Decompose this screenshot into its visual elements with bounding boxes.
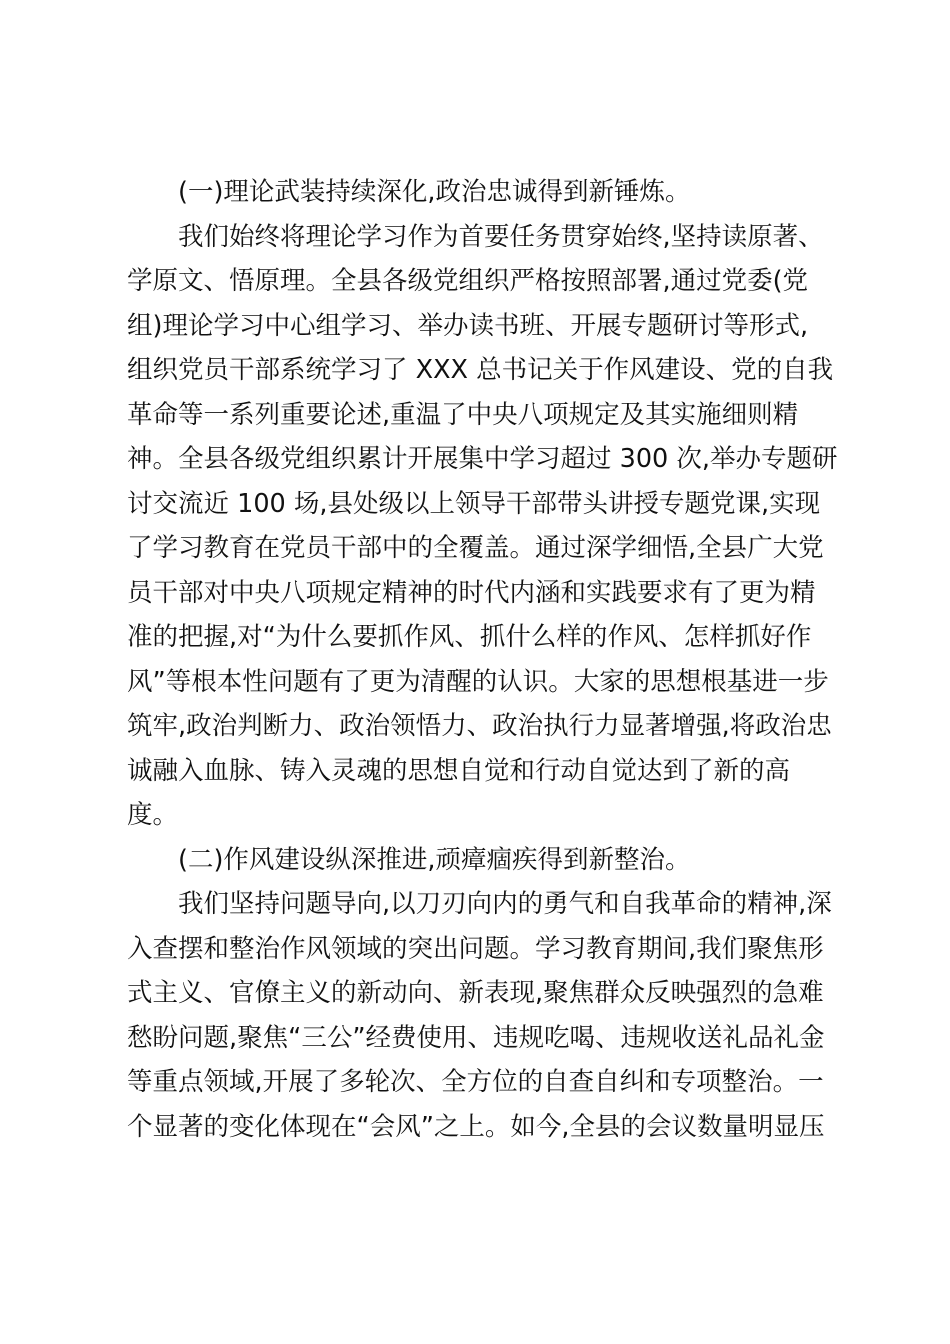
paragraph-line: 员干部对中央八项规定精神的时代内涵和实践要求有了更为精 <box>127 577 816 608</box>
paragraph-line: 革命等一系列重要论述,重温了中央八项规定及其实施细则精 <box>127 399 799 430</box>
paragraph-line: 筑牢,政治判断力、政治领悟力、政治执行力显著增强,将政治忠 <box>127 711 832 741</box>
paragraph-line: 入查摆和整治作风领域的突出问题。学习教育期间,我们聚焦形 <box>127 933 824 964</box>
paragraph-line: 风”等根本性问题有了更为清醒的认识。大家的思想根基进一步 <box>127 666 829 697</box>
paragraph-line: 式主义、官僚主义的新动向、新表现,聚焦群众反映强烈的急难 <box>127 978 824 1008</box>
paragraph-line: 愁盼问题,聚焦“三公”经费使用、违规吃喝、违规收送礼品礼金 <box>127 1022 825 1053</box>
paragraph-line: 讨交流近 100 场,县处级以上领导干部带头讲授专题党课,实现 <box>127 488 821 519</box>
section-heading-1: (一)理论武装持续深化,政治忠诚得到新锤炼。 <box>178 177 691 207</box>
paragraph-line: 组)理论学习中心组学习、举办读书班、开展专题研讨等形式, <box>127 310 809 341</box>
paragraph-line: 个显著的变化体现在“会风”之上。如今,全县的会议数量明显压 <box>127 1111 825 1142</box>
paragraph-line: 度。 <box>127 800 179 830</box>
paragraph-line: 准的把握,对“为什么要抓作风、抓什么样的作风、怎样抓好作 <box>127 622 812 652</box>
paragraph-2 <box>127 882 833 1149</box>
paragraph-line: 我们坚持问题导向,以刀刃向内的勇气和自我革命的精神,深 <box>178 889 832 919</box>
paragraph-line: 等重点领域,开展了多轮次、全方位的自查自纠和专项整治。一 <box>127 1067 824 1097</box>
paragraph-line: 了学习教育在党员干部中的全覆盖。通过深学细悟,全县广大党 <box>127 533 824 563</box>
section-heading-2: (二)作风建设纵深推进,顽瘴痼疾得到新整治。 <box>178 844 691 875</box>
paragraph-line: 神。全县各级党组织累计开展集中学习超过 300 次,举办专题研 <box>127 444 838 474</box>
paragraph-line: 组织党员干部系统学习了 XXX 总书记关于作风建设、党的自我 <box>127 355 834 385</box>
paragraph-1 <box>127 215 838 838</box>
paragraph-line: 诚融入血脉、铸入灵魂的思想自觉和行动自觉达到了新的高 <box>127 755 791 786</box>
paragraph-line: 学原文、悟原理。全县各级党组织严格按照部署,通过党委(党 <box>127 266 809 296</box>
document-body <box>127 170 838 1149</box>
paragraph-line: 我们始终将理论学习作为首要任务贯穿始终,坚持读原著、 <box>178 221 824 252</box>
